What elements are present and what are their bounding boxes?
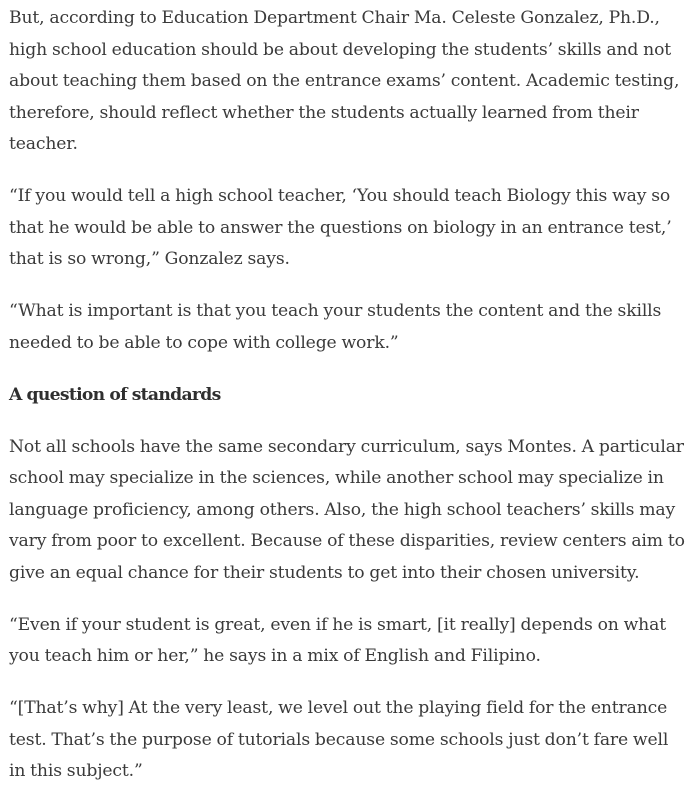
section-subheading: A question of standards [9,384,221,405]
paragraph-curriculum-disparities: Not all schools have the same secondary curriculum, says Montes. A particular school may specialize in the sciences, while another school may specialize in language proficiency, among others. Also, the high school teachers’ skills may vary from poor to excellent. Because of these disparities, review centers aim to give an equal chance for their students to get into their chosen university. [9,436,685,583]
paragraph-content-skills-quote: “What is important is that you teach your students the content and the skills needed to be able to cope with college work.” [9,301,662,353]
paragraph-gonzalez-view: But, according to Education Department Chair Ma. Celeste Gonzalez, Ph.D., high school education should be about developing the students’ skills and not about teaching them based on the entrance exams’ content. Academic testing, therefore, should reflect whether the students actually learned from their teacher. [9,8,680,154]
paragraph-biology-quote: “If you would tell a high school teacher, ‘You should teach Biology this way so that he would be able to answer the questions on biology in an entrance test,’ that is so wrong,” Gonzalez says. [9,186,672,269]
paragraph-playing-field-quote: “[That’s why] At the very least, we level out the playing field for the entrance test. That’s the purpose of tutorials because some schools just don’t fare well in this subject.” [9,698,669,781]
paragraph-student-quote: “Even if your student is great, even if he is smart, [it really] depends on what you teach him or her,” he says in a mix of English and Filipino. [9,614,666,666]
